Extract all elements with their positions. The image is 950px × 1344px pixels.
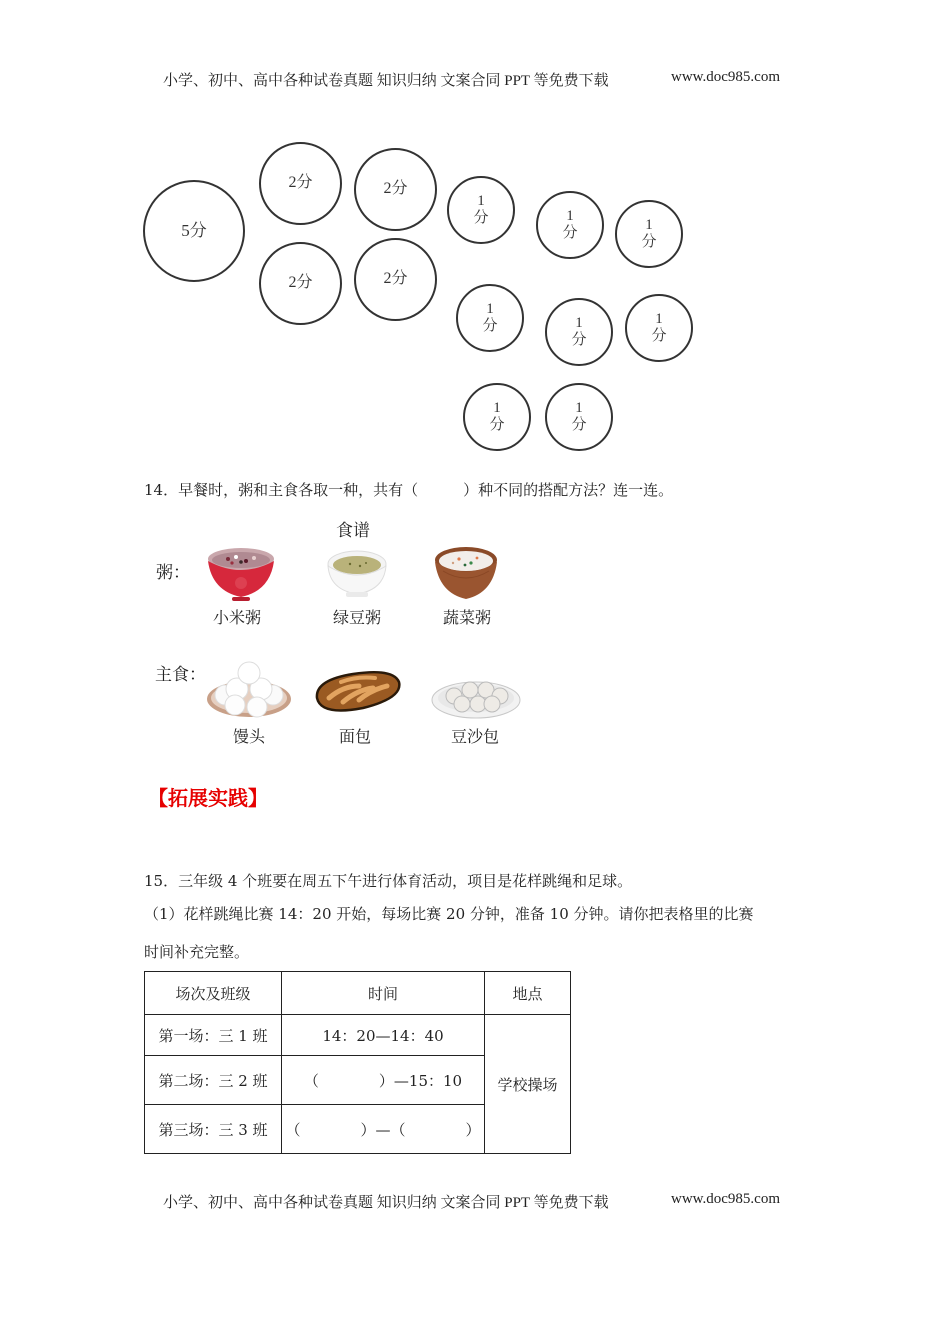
porridge-item-millet: 小米粥 — [212, 608, 261, 627]
header-session: 场次及班级 — [145, 972, 282, 1015]
coin-label: 2分 — [383, 180, 408, 198]
coin-value: 1 — [566, 207, 574, 224]
menu-title: 食谱 — [336, 521, 370, 541]
coin-unit: 分 — [482, 318, 498, 334]
coin-5-fen — [143, 180, 245, 282]
coin-value: 1 — [477, 192, 485, 209]
coin-value: 1 — [575, 399, 583, 416]
question-15-sub1-line2: 时间补充完整。 — [144, 943, 250, 961]
porridge-item-vegetable: 蔬菜粥 — [442, 608, 491, 627]
staple-row-label: 主食： — [155, 665, 206, 685]
coin-value: 1 — [486, 300, 494, 317]
question-14-text: 14．早餐时，粥和主食各取一种，共有（ ）种不同的搭配方法？连一连。 — [144, 481, 674, 499]
staple-item-bean-paste-bun: 豆沙包 — [450, 727, 499, 746]
header-location: 地点 — [485, 972, 571, 1015]
porridge-item-mung-bean: 绿豆粥 — [332, 608, 381, 627]
millet-porridge-image — [206, 545, 276, 603]
time-cell: 14：20—14：40 — [282, 1015, 485, 1056]
steamed-bun-image — [205, 655, 293, 721]
time-answer-cell[interactable]: （ ）—（ ） — [282, 1105, 485, 1154]
staple-item-steamed-bun: 馒头 — [232, 727, 265, 746]
coin-value: 1 — [645, 216, 653, 233]
bread-loaf-image — [313, 668, 403, 714]
question-15-sub1-line1: （1）花样跳绳比赛 14：20 开始，每场比赛 20 分钟，准备 10 分钟。请你把表格里的比赛 — [144, 905, 754, 923]
coin-1-fen — [447, 176, 515, 244]
coin-2-fen — [354, 148, 437, 231]
coin-1-fen — [545, 298, 613, 366]
session-cell: 第二场：三 2 班 — [145, 1056, 282, 1105]
footer-url: www.doc985.com — [671, 1191, 781, 1207]
coin-1-fen — [615, 200, 683, 268]
coin-1-fen — [545, 383, 613, 451]
coin-unit: 分 — [641, 234, 657, 250]
coin-2-fen — [354, 238, 437, 321]
porridge-row-label: 粥： — [156, 563, 190, 583]
coin-1-fen — [625, 294, 693, 362]
table-row — [145, 1015, 571, 1056]
location-cell: 学校操场 — [485, 1015, 571, 1154]
vegetable-porridge-image — [433, 545, 499, 603]
header-time: 时间 — [282, 972, 485, 1015]
coin-label: 2分 — [288, 174, 313, 192]
question-15-text: 15．三年级 4 个班要在周五下午进行体育活动，项目是花样跳绳和足球。 — [144, 872, 633, 890]
coin-value: 1 — [575, 314, 583, 331]
footer-text: 小学、初中、高中各种试卷真题 知识归纳 文案合同 PPT 等免费下载 — [163, 1195, 609, 1211]
section-title: 【拓展实践】 — [148, 786, 268, 810]
page-header — [163, 69, 793, 90]
coin-2-fen — [259, 242, 342, 325]
session-cell: 第一场：三 1 班 — [145, 1015, 282, 1056]
page-footer — [163, 1191, 793, 1212]
coin-1-fen — [463, 383, 531, 451]
schedule-table — [144, 971, 571, 1154]
coin-label: 5分 — [181, 221, 207, 241]
coin-unit: 分 — [473, 210, 489, 226]
coin-unit: 分 — [571, 332, 587, 348]
coin-label: 2分 — [288, 274, 313, 292]
time-answer-cell[interactable]: （ ）—15：10 — [282, 1056, 485, 1105]
coin-unit: 分 — [571, 417, 587, 433]
coin-value: 1 — [493, 399, 501, 416]
coin-1-fen — [456, 284, 524, 352]
session-cell: 第三场：三 3 班 — [145, 1105, 282, 1154]
coin-2-fen — [259, 142, 342, 225]
staple-item-bread: 面包 — [338, 727, 371, 746]
coin-1-fen — [536, 191, 604, 259]
coin-label: 2分 — [383, 270, 408, 288]
coin-unit: 分 — [489, 417, 505, 433]
coin-value: 1 — [655, 310, 663, 327]
header-text: 小学、初中、高中各种试卷真题 知识归纳 文案合同 PPT 等免费下载 — [163, 73, 609, 89]
bean-paste-bun-image — [430, 668, 522, 720]
table-header-row — [145, 972, 571, 1015]
header-url: www.doc985.com — [671, 69, 781, 85]
mung-bean-porridge-image — [326, 548, 388, 600]
coin-unit: 分 — [562, 225, 578, 241]
coin-unit: 分 — [651, 328, 667, 344]
